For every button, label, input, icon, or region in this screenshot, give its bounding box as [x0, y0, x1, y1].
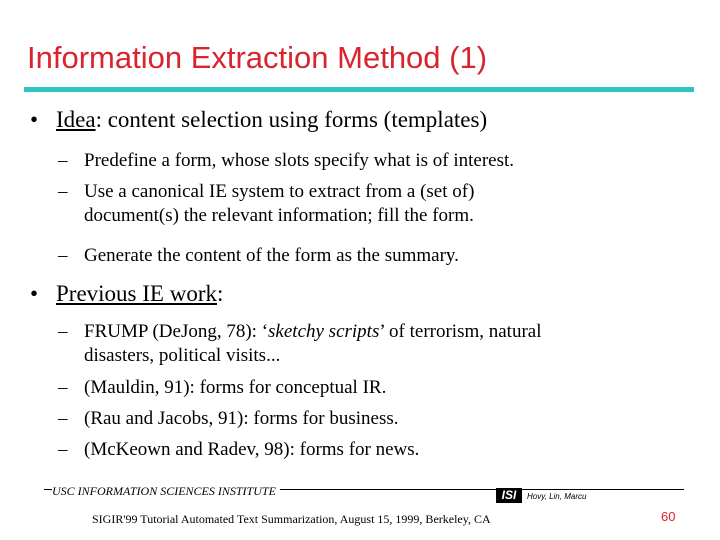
sub-item-text: Generate the content of the form as the summary. — [84, 245, 459, 266]
sub-item-text: Use a canonical IE system to extract from a (set of) — [84, 181, 475, 202]
bullet-term: Previous IE work — [56, 281, 217, 306]
dash-marker: – — [58, 321, 68, 342]
sub-item-continuation: disasters, political visits... — [84, 345, 281, 366]
sub-item-text-end: ’ of terrorism, natural — [379, 321, 542, 342]
title-underline — [24, 87, 694, 92]
dash-marker: – — [58, 408, 68, 429]
sub-item-italic: sketchy scripts — [268, 321, 380, 342]
bullet-marker: • — [30, 281, 39, 306]
dash-marker: – — [58, 439, 68, 460]
sub-item-text: FRUMP (DeJong, 78): ‘ — [84, 321, 269, 342]
dash-marker: – — [58, 245, 68, 266]
bullet-text: : — [216, 281, 224, 306]
sub-item — [58, 149, 514, 173]
slide-title: Information Extraction Method (1) — [27, 40, 488, 75]
isi-logo: ISI — [496, 488, 522, 503]
page-number: 60 — [661, 509, 676, 524]
sub-item — [58, 407, 399, 431]
bullet-idea — [30, 107, 487, 133]
footer-event: SIGIR'99 Tutorial Automated Text Summarization, August 15, 1999, Berkeley, CA — [92, 512, 491, 526]
sub-item-text: Predefine a form, whose slots specify what is of interest. — [84, 150, 515, 171]
bullet-term: Idea — [56, 107, 96, 132]
footer-institute: USC INFORMATION SCIENCES INSTITUTE — [52, 484, 280, 499]
sub-item — [58, 438, 419, 462]
sub-item — [58, 180, 474, 228]
sub-item — [58, 320, 542, 368]
bullet-previous-work — [30, 281, 223, 307]
sub-item — [58, 376, 386, 400]
sub-item-text: (Rau and Jacobs, 91): forms for business. — [84, 408, 399, 429]
sub-item-text: (Mauldin, 91): forms for conceptual IR. — [84, 377, 387, 398]
dash-marker: – — [58, 150, 68, 171]
bullet-marker: • — [30, 107, 39, 132]
dash-marker: – — [58, 181, 68, 202]
sub-item — [58, 244, 459, 268]
bullet-text: : content selection using forms (templates) — [95, 107, 488, 132]
sub-item-text: (McKeown and Radev, 98): forms for news. — [84, 439, 420, 460]
sub-item-continuation: document(s) the relevant information; fill the form. — [84, 205, 474, 226]
footer-authors: Hovy, Lin, Marcu — [527, 492, 587, 501]
dash-marker: – — [58, 377, 68, 398]
